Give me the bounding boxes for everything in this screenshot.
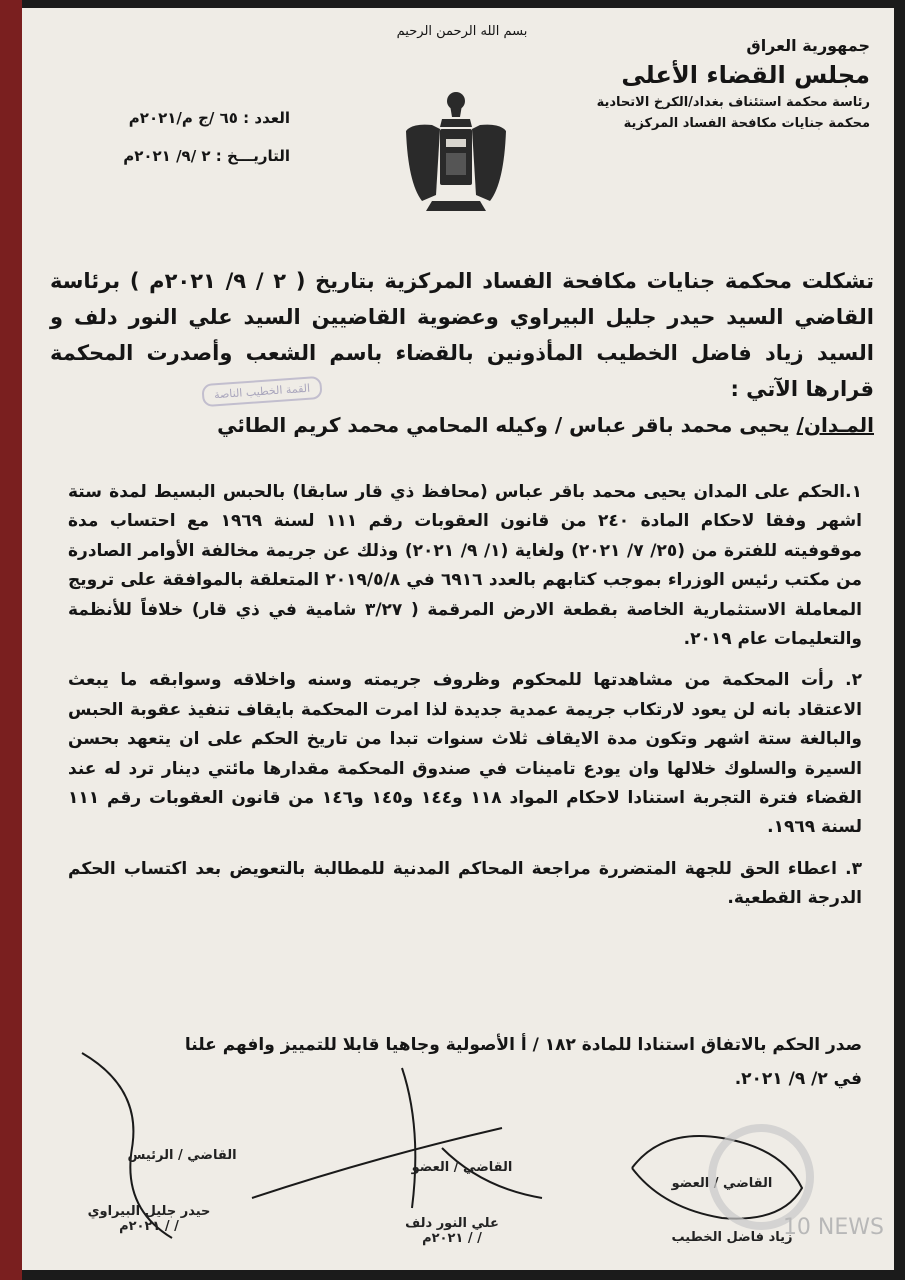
handwritten-signatures-icon (22, 8, 894, 1270)
member1-name: علي النور دلف (405, 1216, 499, 1231)
document-date: التاريـــخ : ٢ /٩/ ٢٠٢١م (123, 146, 290, 165)
council-label: مجلس القضاء الأعلى (621, 61, 870, 89)
member1-name-block (387, 1216, 517, 1246)
ink-stamp: القمة الخطيب الناصة (201, 376, 323, 407)
closing-line: صدر الحكم بالاتفاق استنادا للمادة ١٨٢ / أ الأصولية وجاهيا قابلا للتمييز وافهم علنا (184, 1035, 862, 1055)
member2-name: زياد فاضل الخطيب (671, 1230, 793, 1245)
accused-details: يحيى محمد باقر عباس / وكيله المحامي محمد كريم الطائي (217, 413, 797, 437)
court-label: محكمة جنايات مكافحة الفساد المركزية (623, 116, 870, 131)
bismillah: بسم الله الرحمن الرحيم (396, 24, 528, 39)
verdict-item: ٢. رأت المحكمة من مشاهدتها للمحكوم وظروف جريمته وسنه واخلاقه وسوابقه ما يبعث الاعتقاد بانه لن يعود لارتكاب جريمة عمدية جديدة لذا امرت المحكمة بايقاف تنفيذ عقوبة الحبس والبالغة ستة اشهر وتكون مدة الايقاف ثلاث سنوات تبدا من تاريخ الحكم على ان يتعهد بحسن السيرة والسلوك خلالها وان يودع تامينات في صندوق المحكمة مقدارها مائتي دينار ترد له عند القضاء فترة التجربة استنادا لاحكام المواد ١١٨ و١٤٤ و١٤٥ و١٤٦ من قانون العقوبات رقم ١١١ لسنة ١٩٦٩. (68, 670, 862, 838)
member2-name-block (662, 1230, 802, 1245)
verdict-item: ١.الحكم على المدان يحيى محمد باقر عباس (محافظ ذي قار سابقا) بالحبس البسيط لمدة ستة اشهر وفقا لاحكام المادة ٢٤٠ من قانون العقوبات رقم ١١١ لسنة ١٩٦٩ مع احتساب مدة موقوفيته للفترة من (٢٥/ ٧/ ٢٠٢١) ولغاية (١/ ٩/ ٢٠٢١) وذلك عن جريمة مخالفة الأوامر الصادرة من مكتب رئيس الوزراء بموجب كتابهم بالعدد ٦٩١٦ في ٢٠١٩/٥/٨ المتعلقة بالموافقة على ترويج المعاملة الاستثمارية الخاصة بقطعة الارض المرقمة ( ٣/٢٧ شامية في ذي قار) خلافاً للأنظمة والتعليمات عام ٢٠١٩. (68, 482, 862, 650)
member1-title: القاضي / العضو (411, 1160, 513, 1175)
president-signature-block (122, 1148, 242, 1163)
background-edge (0, 0, 22, 1280)
accused-label: المـدان/ (796, 413, 874, 437)
republic-label: جمهورية العراق (746, 36, 870, 55)
verdict-item: ٣. اعطاء الحق للجهة المتضررة مراجعة المحاكم المدنية للمطالبة بالتعويض بعد اكتساب الحكم الدرجة القطعية. (68, 858, 862, 909)
document-number: العدد : ٦٥ /ج م/٢٠٢١م (128, 109, 290, 127)
presidency-label: رئاسة محكمة استئناف بغداد/الكرخ الاتحادية (596, 95, 870, 110)
opening-paragraph: تشكلت محكمة جنايات مكافحة الفساد المركزية بتاريخ ( ٢ / ٩/ ٢٠٢١م ) برئاسة القاضي السيد حيدر جليل البيراوي وعضوية القاضيين السيد علي النور دلف و السيد زياد فاضل الخطيب المأذونين بالقضاء باسم الشعب وأصدرت المحكمة قرارها الآتي : (50, 269, 875, 402)
president-title: القاضي / الرئيس (127, 1148, 237, 1163)
president-date: / / ٢٠٢١م (119, 1219, 179, 1234)
president-name: حيدر جليل البيراوي (87, 1204, 211, 1219)
president-name-block (64, 1204, 234, 1234)
member1-date: / / ٢٠٢١م (422, 1231, 482, 1246)
member2-title: القاضي / العضو (671, 1176, 773, 1191)
court-document (22, 8, 894, 1270)
watermark-text: 10 NEWS (782, 1215, 884, 1240)
closing-date: في ٢/ ٩/ ٢٠٢١. (734, 1069, 862, 1089)
member1-signature-block (407, 1160, 517, 1175)
